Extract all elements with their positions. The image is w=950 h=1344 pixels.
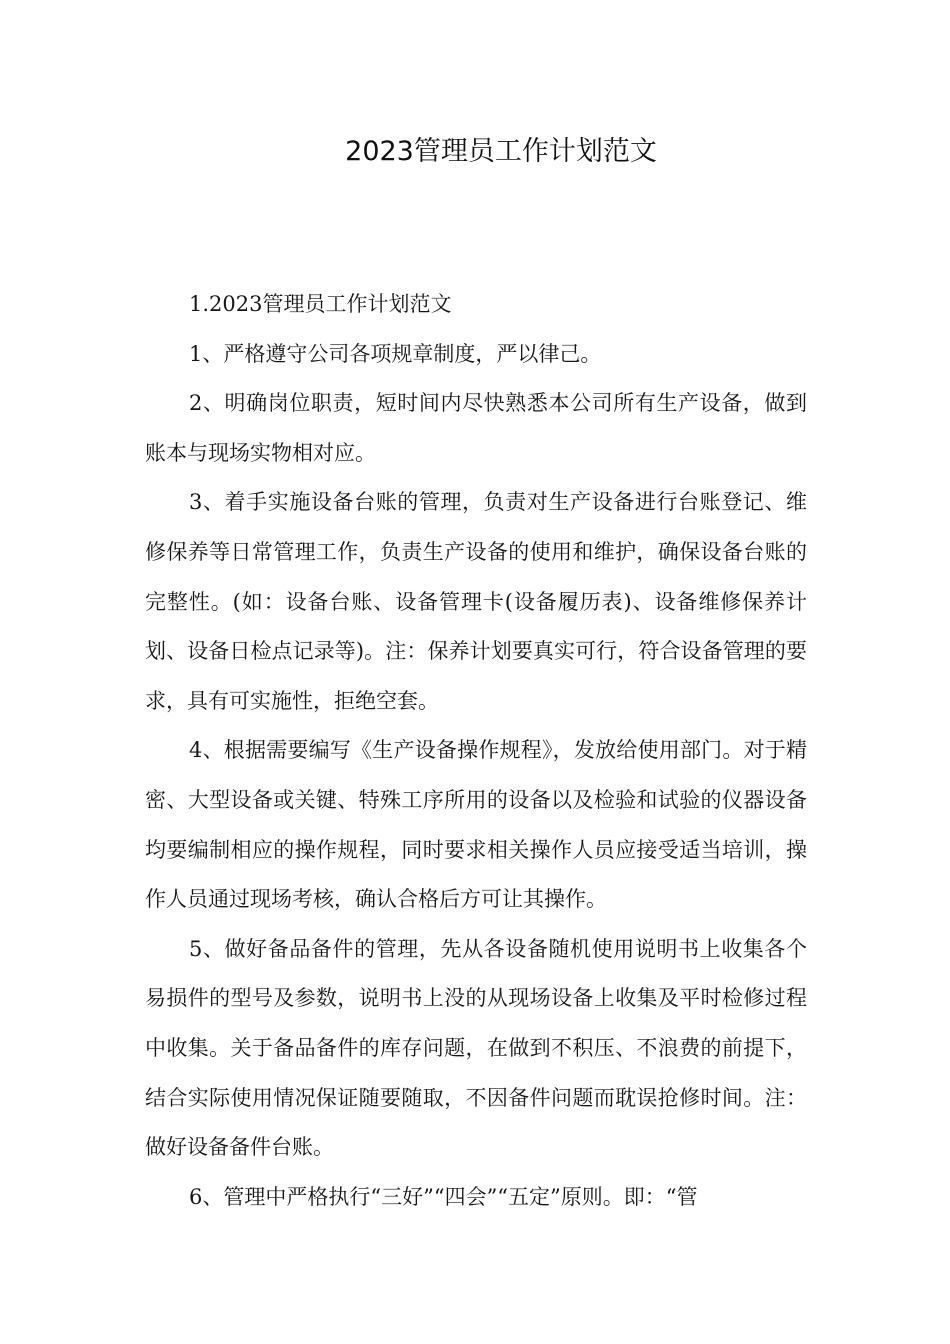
paragraph-4: 4、根据需要编写《生产设备操作规程》，发放给使用部门。对于精密、大型设备或关键、特殊工序所用的设备以及检验和试验的仪器设备均要编制相应的操作规程，同时要求相关操作人员应接受适当培训，操作人员通过现场考核，确认合格后方可让其操作。 [145, 738, 807, 912]
paragraph-2: 2、明确岗位职责，短时间内尽快熟悉本公司所有生产设备，做到账本与现场实物相对应。 [145, 391, 807, 465]
paragraph-1: 1、严格遵守公司各项规章制度，严以律己。 [189, 341, 602, 366]
paragraph-3: 3、着手实施设备台账的管理，负责对生产设备进行台账登记、维修保养等日常管理工作，负责生产设备的使用和维护，确保设备台账的完整性。(如：设备台账、设备管理卡(设备履历表)、设备维修保养计划、设备日检点记录等)。注：保养计划要真实可行，符合设备管理的要求，具有可实施性，拒绝空套。 [145, 490, 807, 713]
paragraph-6: 6、管理中严格执行“三好”“四会”“五定”原则。即：“管 [189, 1184, 698, 1209]
document-body [145, 280, 807, 1222]
document-title: 2023管理员工作计划范文 [345, 136, 657, 167]
paragraph-heading: 1.2023管理员工作计划范文 [189, 292, 452, 316]
paragraph-5: 5、做好备品备件的管理，先从各设备随机使用说明书上收集各个易损件的型号及参数，说明书上没的从现场设备上收集及平时检修过程中收集。关于备品备件的库存问题，在做到不积压、不浪费的前提下，结合实际使用情况保证随要随取，不因备件问题而耽误抢修时间。注：做好设备备件台账。 [145, 936, 807, 1160]
